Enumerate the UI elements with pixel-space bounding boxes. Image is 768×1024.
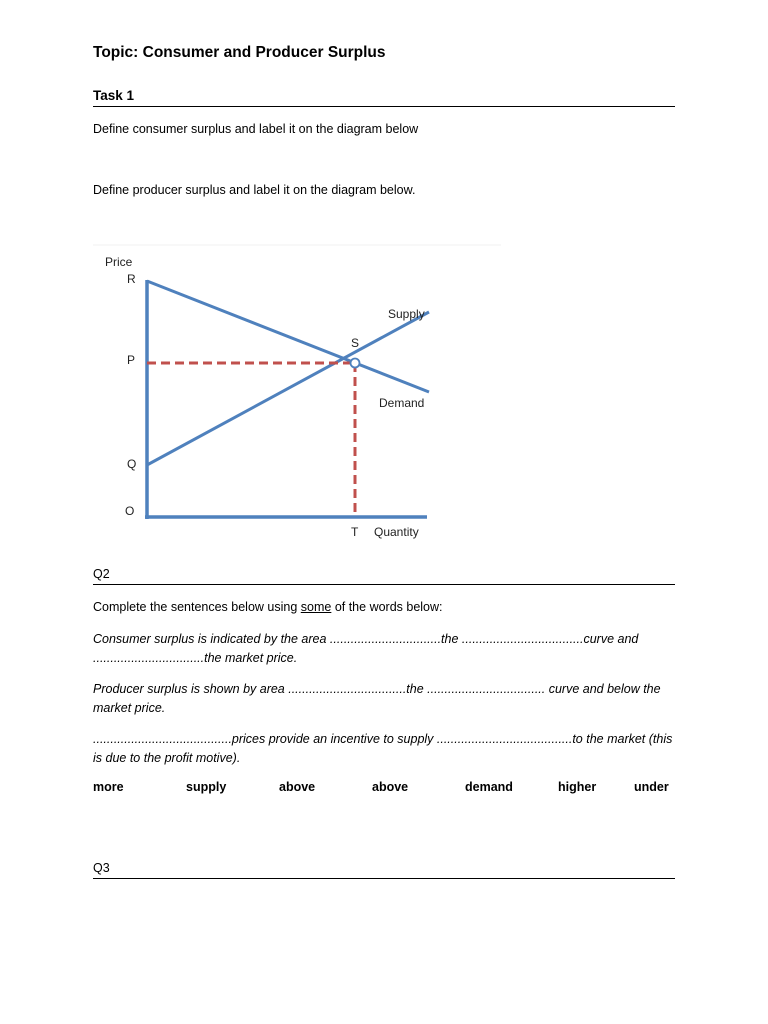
label-s: S bbox=[351, 336, 360, 350]
demand-label: Demand bbox=[379, 396, 425, 410]
q2-instruction bbox=[93, 600, 443, 614]
sentence-higher-prices: ........................................prices provide an incentive to supply .......................................to the market (this is due to the profit motive). bbox=[93, 732, 673, 765]
word-bank-item: demand bbox=[465, 780, 513, 794]
supply-label: Supply bbox=[388, 307, 425, 321]
q2-instruction-some: some bbox=[300, 600, 332, 614]
surplus-diagram bbox=[93, 244, 503, 549]
q2-rule bbox=[93, 584, 675, 585]
label-p: P bbox=[127, 353, 136, 367]
word-bank-item: under bbox=[634, 780, 669, 794]
sentence-producer-surplus: Producer surplus is shown by area ..................................the .................................. curve and below the market price. bbox=[93, 682, 661, 715]
producer-surplus-instruction: Define producer surplus and label it on the diagram below. bbox=[93, 183, 416, 197]
q2-instruction-post: of the words below: bbox=[331, 600, 443, 614]
label-r: R bbox=[127, 272, 136, 286]
word-bank-item: more bbox=[93, 780, 124, 794]
q3-heading: Q3 bbox=[93, 861, 110, 875]
consumer-surplus-instruction: Define consumer surplus and label it on the diagram below bbox=[93, 122, 419, 136]
page-title: Topic: Consumer and Producer Surplus bbox=[93, 44, 386, 61]
task1-heading: Task 1 bbox=[93, 88, 135, 103]
word-bank-item: higher bbox=[558, 780, 597, 794]
q2-heading: Q2 bbox=[93, 567, 110, 581]
word-bank-item: supply bbox=[186, 780, 227, 794]
label-o: O bbox=[125, 504, 135, 518]
equilibrium-point bbox=[351, 359, 360, 368]
word-bank-item: above bbox=[372, 780, 409, 794]
quantity-axis-title: Quantity bbox=[374, 525, 419, 539]
word-bank-item: above bbox=[279, 780, 316, 794]
task1-rule bbox=[93, 106, 675, 107]
sentence-consumer-surplus: Consumer surplus is indicated by the area ................................the ...................................curve and ................................the market price. bbox=[93, 632, 639, 665]
label-q: Q bbox=[127, 457, 137, 471]
label-t: T bbox=[351, 525, 359, 539]
q3-rule bbox=[93, 878, 675, 879]
price-axis-title: Price bbox=[105, 255, 133, 269]
q2-instruction-pre: Complete the sentences below using bbox=[93, 600, 301, 614]
